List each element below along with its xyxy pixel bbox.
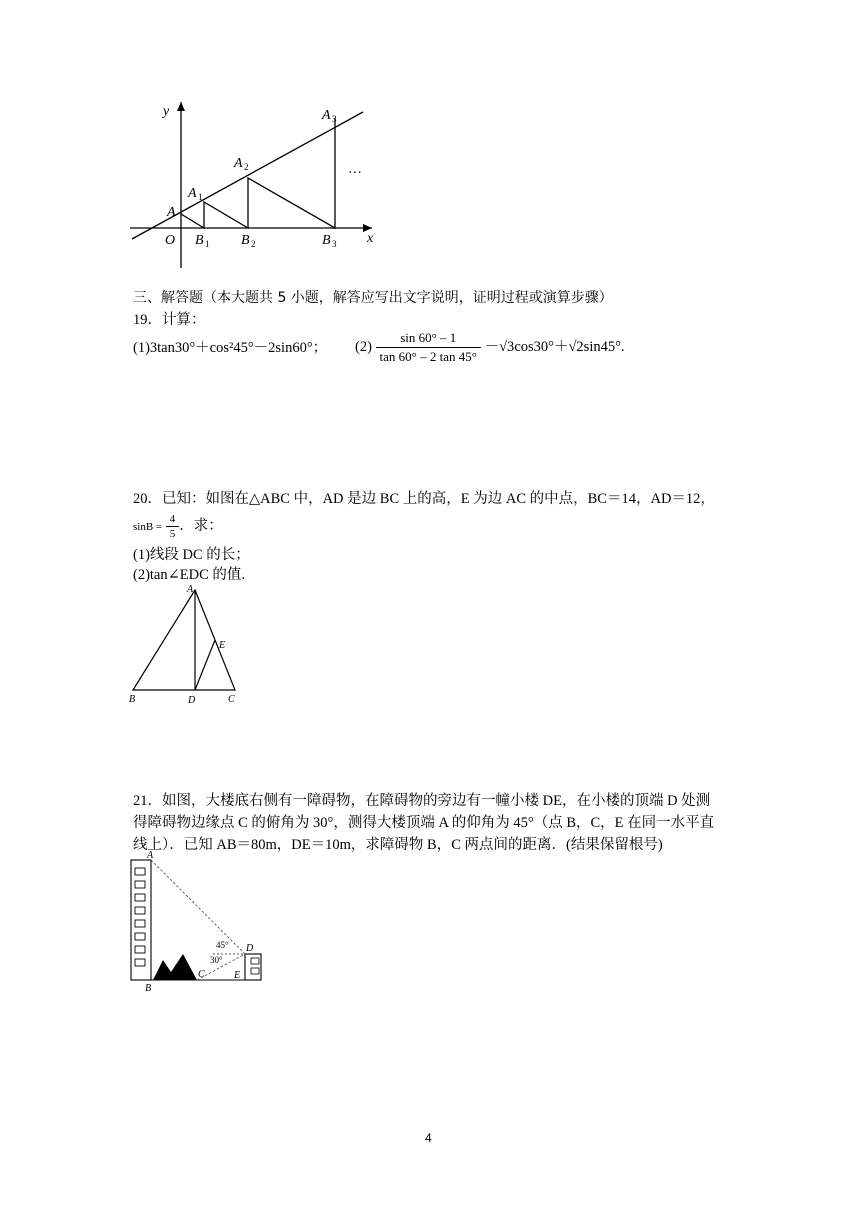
q19-part1: (1)3tan30°＋cos²45°－2sin60°； [133,340,328,356]
q19-part2-cos30: cos30°＋ [514,339,569,355]
segment-DE [195,640,215,690]
q21-line3: 线上）．已知 AB＝80m，DE＝10m，求障碍物 B，C 两点间的距离．(结果保留根号) [133,837,663,853]
point-E-label: E [219,640,226,651]
point-C-label: C [228,694,235,705]
q19-part2-sqrt3: √3 [499,339,515,355]
q19-part2-numerator: sin 60° – 1 [376,329,481,348]
point-C-label: C [198,969,205,980]
point-D-label: D [188,695,196,706]
q20-sinB-numerator: 4 [166,512,180,527]
q20-line2-rest: ．求： [179,518,223,534]
angle-30-label: 30° [210,955,223,965]
point-B-label: B [129,694,136,705]
y-axis-arrow [177,102,185,111]
point-B2-label: B [241,233,250,248]
small-building-window-2 [251,968,259,974]
figure-q20-triangle [125,580,250,710]
point-A3-label: A [322,108,331,123]
zigzag-segments [181,118,335,228]
point-B1-sub: 1 [205,239,210,249]
point-B3-sub: 3 [332,239,337,249]
figure-q21-buildings [125,848,270,996]
q19-part2-fraction [376,329,481,366]
point-A-label: A [147,850,154,861]
q20-sinB-denominator: 5 [169,528,176,541]
ellipsis-label: … [348,162,362,177]
sight-line-DA [151,860,245,954]
obstacle [153,954,197,980]
q20-sinB-fraction [166,512,180,541]
point-A3-sub: 3 [332,114,337,124]
page-number: 4 [425,1131,432,1145]
q20-part1: (1)线段 DC 的长； [133,547,250,563]
origin-label: O [165,233,176,248]
point-E-label: E [234,970,241,981]
figure-q18-coordinate-diagram [120,90,390,275]
small-building-window-1 [251,958,259,964]
q21-line1: 21．如图，大楼底右侧有一障碍物，在障碍物的旁边有一幢小楼 DE，在小楼的顶端 D 处测 [133,793,711,809]
point-A-label: A [187,584,194,595]
q19-intro: 19．计算： [133,312,206,328]
q20-part2: (2)tan∠EDC 的值. [133,567,246,583]
angle-45-label: 45° [216,940,229,950]
q19-part2-sin45: sin45°. [583,339,625,355]
q20-sinB-label: sinB = [133,521,163,533]
point-A1-label: A [188,186,197,201]
q21-line2: 得障碍物边缘点 C 的俯角为 30°，测得大楼顶端 A 的仰角为 45°（点 B，C，E 在同一水平直 [133,815,715,831]
q19-part2-label: (2) [355,339,372,355]
q19-part2-sqrt2: √2 [568,339,584,355]
point-B1-label: B [195,233,204,248]
section-3-heading: 三、解答题（本大题共 5 小题，解答应写出文字说明，证明过程或演算步骤） [133,290,613,306]
q19-part2 [355,325,625,369]
x-axis-label: x [367,231,374,246]
point-A2-sub: 2 [244,162,249,172]
q20-line2 [133,508,223,545]
point-A1-sub: 1 [198,192,203,202]
point-B-label: B [145,983,152,994]
point-B3-label: B [322,233,331,248]
point-A-label: A [167,205,176,220]
point-D-label: D [246,943,254,954]
point-B2-sub: 2 [251,239,256,249]
q19-part2-denominator: tan 60° – 2 tan 45° [379,349,477,365]
point-A2-label: A [234,156,243,171]
y-axis-label: y [163,104,170,119]
q20-line1: 20．已知：如图在△ABC 中，AD 是边 BC 上的高，E 为边 AC 的中点，BC＝14，AD＝12， [133,491,715,507]
q19-part2-minus: － [484,339,500,355]
